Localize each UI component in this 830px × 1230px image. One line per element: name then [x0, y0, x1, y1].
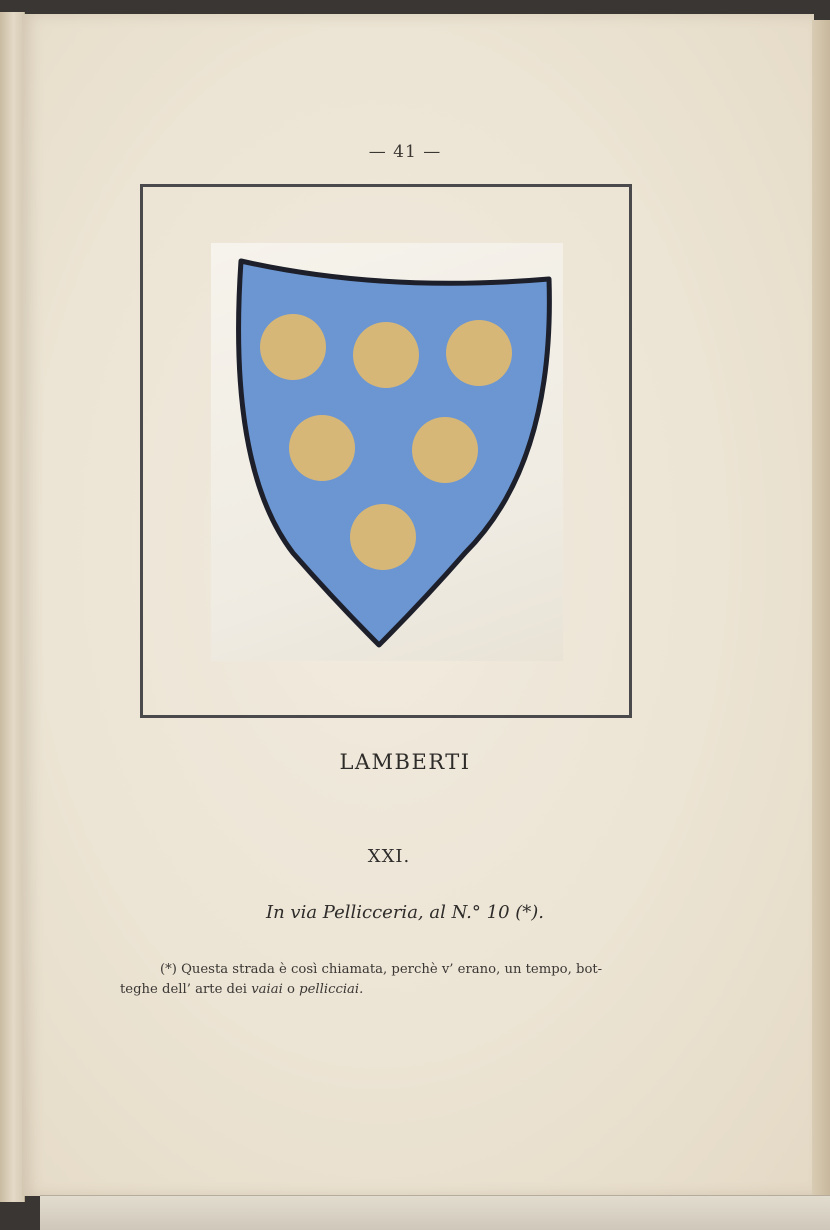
- heraldic-plate-frame: [140, 184, 632, 718]
- footnote-text: teghe dell’ arte dei: [120, 982, 252, 997]
- family-name-caption: LAMBERTI: [339, 750, 471, 774]
- bezant-roundel: [260, 314, 326, 380]
- book-page: [22, 14, 814, 1196]
- address-heading: In via Pellicceria, al N.° 10 (*).: [265, 902, 545, 923]
- footnote-line-1: (*) Questa strada è così chiamata, perchè v’ erano, un tempo, bot-: [160, 962, 603, 977]
- right-page-edge: [812, 20, 830, 1200]
- bezant-roundel: [412, 417, 478, 483]
- page-number: — 41 —: [368, 142, 442, 162]
- footnote-term-pellicciai: pellicciai.: [299, 982, 364, 997]
- bezant-roundel: [289, 415, 355, 481]
- bottom-page-edge: [40, 1195, 830, 1230]
- footnote-connector: o: [282, 982, 300, 997]
- coat-of-arms-plate: [211, 243, 563, 661]
- footnote-term-vaiai: vaiai: [251, 982, 283, 997]
- bezant-roundel: [446, 320, 512, 386]
- bezant-roundel: [353, 322, 419, 388]
- section-numeral: XXI.: [367, 846, 411, 867]
- footnote: [120, 960, 660, 1000]
- bezant-roundel: [350, 504, 416, 570]
- coat-of-arms-shield: [223, 253, 553, 653]
- footnote-line-2: [120, 980, 660, 1000]
